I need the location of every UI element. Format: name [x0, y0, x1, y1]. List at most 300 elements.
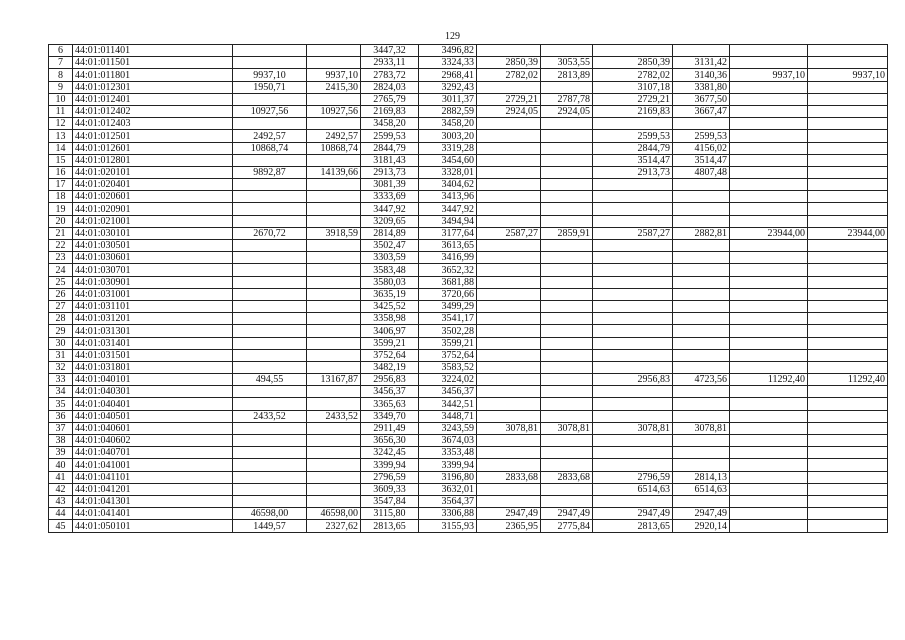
col-5-cell: 3399,94 — [361, 459, 419, 471]
col-4-cell — [307, 118, 361, 130]
col-9-cell: 2729,21 — [593, 93, 673, 105]
col-9-cell — [593, 240, 673, 252]
cadastral-code-cell: 44:01:030901 — [73, 276, 233, 288]
col-9-cell — [593, 398, 673, 410]
col-3-cell: 2492,57 — [233, 130, 307, 142]
table-row — [49, 203, 888, 215]
row-number-cell: 15 — [49, 154, 73, 166]
cadastral-code-cell: 44:01:041101 — [73, 471, 233, 483]
table-row — [49, 483, 888, 495]
cadastral-code-cell: 44:01:020401 — [73, 179, 233, 191]
col-4-cell — [307, 179, 361, 191]
col-8-cell — [541, 483, 593, 495]
col-5-cell: 3447,92 — [361, 203, 419, 215]
col-4-cell: 2327,62 — [307, 520, 361, 532]
col-12-cell: 9937,10 — [808, 69, 888, 81]
row-number-cell: 16 — [49, 166, 73, 178]
row-number-cell: 29 — [49, 325, 73, 337]
table-row — [49, 459, 888, 471]
col-12-cell — [808, 154, 888, 166]
cadastral-code-cell: 44:01:040601 — [73, 422, 233, 434]
col-10-cell — [673, 179, 730, 191]
col-4-cell: 10927,56 — [307, 105, 361, 117]
col-11-cell — [730, 105, 808, 117]
col-3-cell — [233, 240, 307, 252]
col-9-cell: 2913,73 — [593, 166, 673, 178]
col-3-cell — [233, 435, 307, 447]
col-6-cell: 3328,01 — [419, 166, 477, 178]
cadastral-code-cell: 44:01:031801 — [73, 361, 233, 373]
col-10-cell — [673, 386, 730, 398]
col-12-cell — [808, 435, 888, 447]
col-12-cell — [808, 118, 888, 130]
col-11-cell — [730, 191, 808, 203]
cadastral-code-cell: 44:01:011801 — [73, 69, 233, 81]
col-9-cell: 2796,59 — [593, 471, 673, 483]
col-6-cell: 3324,33 — [419, 57, 477, 69]
col-12-cell — [808, 215, 888, 227]
row-number-cell: 7 — [49, 57, 73, 69]
table-row — [49, 45, 888, 57]
col-3-cell — [233, 179, 307, 191]
col-12-cell — [808, 142, 888, 154]
row-number-cell: 26 — [49, 288, 73, 300]
col-6-cell: 3752,64 — [419, 349, 477, 361]
col-11-cell: 9937,10 — [730, 69, 808, 81]
col-7-cell — [477, 118, 541, 130]
col-9-cell — [593, 203, 673, 215]
col-10-cell: 4807,48 — [673, 166, 730, 178]
col-6-cell: 3681,88 — [419, 276, 477, 288]
col-9-cell: 2956,83 — [593, 374, 673, 386]
col-7-cell — [477, 410, 541, 422]
table-row — [49, 57, 888, 69]
col-5-cell: 2814,89 — [361, 227, 419, 239]
col-8-cell — [541, 118, 593, 130]
row-number-cell: 17 — [49, 179, 73, 191]
col-7-cell — [477, 483, 541, 495]
cadastral-code-cell: 44:01:030101 — [73, 227, 233, 239]
cadastral-code-cell: 44:01:040701 — [73, 447, 233, 459]
table-row — [49, 422, 888, 434]
col-10-cell — [673, 313, 730, 325]
cadastral-code-cell: 44:01:041301 — [73, 495, 233, 507]
cadastral-code-cell: 44:01:012402 — [73, 105, 233, 117]
col-7-cell — [477, 252, 541, 264]
cadastral-code-cell: 44:01:041201 — [73, 483, 233, 495]
table-row — [49, 313, 888, 325]
col-11-cell — [730, 57, 808, 69]
col-6-cell: 3447,92 — [419, 203, 477, 215]
col-4-cell — [307, 57, 361, 69]
col-10-cell: 3078,81 — [673, 422, 730, 434]
col-10-cell: 3381,80 — [673, 81, 730, 93]
col-8-cell — [541, 361, 593, 373]
col-12-cell — [808, 81, 888, 93]
col-8-cell — [541, 252, 593, 264]
col-9-cell — [593, 337, 673, 349]
col-4-cell — [307, 215, 361, 227]
col-6-cell: 3599,21 — [419, 337, 477, 349]
row-number-cell: 12 — [49, 118, 73, 130]
col-4-cell — [307, 203, 361, 215]
col-7-cell: 2924,05 — [477, 105, 541, 117]
col-7-cell: 2587,27 — [477, 227, 541, 239]
table-row — [49, 508, 888, 520]
col-7-cell — [477, 81, 541, 93]
col-11-cell — [730, 349, 808, 361]
col-7-cell: 2833,68 — [477, 471, 541, 483]
col-5-cell: 2796,59 — [361, 471, 419, 483]
col-6-cell: 3243,59 — [419, 422, 477, 434]
col-3-cell — [233, 361, 307, 373]
col-10-cell: 3140,36 — [673, 69, 730, 81]
cadastral-code-cell: 44:01:011401 — [73, 45, 233, 57]
col-9-cell — [593, 325, 673, 337]
col-6-cell: 3583,52 — [419, 361, 477, 373]
col-4-cell — [307, 300, 361, 312]
cadastral-code-cell: 44:01:020101 — [73, 166, 233, 178]
col-3-cell — [233, 398, 307, 410]
table-row — [49, 252, 888, 264]
col-9-cell — [593, 386, 673, 398]
col-4-cell: 2492,57 — [307, 130, 361, 142]
col-4-cell — [307, 325, 361, 337]
col-6-cell: 3306,88 — [419, 508, 477, 520]
col-12-cell — [808, 264, 888, 276]
col-11-cell: 23944,00 — [730, 227, 808, 239]
col-12-cell — [808, 337, 888, 349]
col-8-cell: 2787,78 — [541, 93, 593, 105]
col-9-cell: 2599,53 — [593, 130, 673, 142]
col-10-cell: 2814,13 — [673, 471, 730, 483]
col-7-cell: 2850,39 — [477, 57, 541, 69]
col-10-cell — [673, 459, 730, 471]
col-11-cell — [730, 325, 808, 337]
col-8-cell — [541, 215, 593, 227]
col-5-cell: 2911,49 — [361, 422, 419, 434]
row-number-cell: 25 — [49, 276, 73, 288]
col-3-cell: 494,55 — [233, 374, 307, 386]
row-number-cell: 20 — [49, 215, 73, 227]
table-row — [49, 191, 888, 203]
col-3-cell — [233, 386, 307, 398]
col-11-cell — [730, 81, 808, 93]
col-12-cell — [808, 191, 888, 203]
col-8-cell — [541, 264, 593, 276]
col-5-cell: 3502,47 — [361, 240, 419, 252]
col-8-cell — [541, 276, 593, 288]
col-5-cell: 2783,72 — [361, 69, 419, 81]
col-5-cell: 3242,45 — [361, 447, 419, 459]
col-3-cell: 1449,57 — [233, 520, 307, 532]
table-row — [49, 276, 888, 288]
col-8-cell — [541, 142, 593, 154]
col-6-cell: 2882,59 — [419, 105, 477, 117]
col-4-cell — [307, 459, 361, 471]
col-5-cell: 2933,11 — [361, 57, 419, 69]
row-number-cell: 34 — [49, 386, 73, 398]
col-5-cell: 3447,32 — [361, 45, 419, 57]
col-12-cell — [808, 240, 888, 252]
col-11-cell — [730, 447, 808, 459]
cadastral-code-cell: 44:01:041001 — [73, 459, 233, 471]
cadastral-code-cell: 44:01:040401 — [73, 398, 233, 410]
col-8-cell — [541, 130, 593, 142]
col-8-cell: 3078,81 — [541, 422, 593, 434]
table-row — [49, 69, 888, 81]
col-4-cell — [307, 495, 361, 507]
col-7-cell — [477, 240, 541, 252]
col-11-cell — [730, 154, 808, 166]
col-7-cell — [477, 447, 541, 459]
col-9-cell — [593, 264, 673, 276]
col-7-cell — [477, 166, 541, 178]
row-number-cell: 8 — [49, 69, 73, 81]
col-9-cell: 2782,02 — [593, 69, 673, 81]
col-3-cell — [233, 118, 307, 130]
col-4-cell — [307, 191, 361, 203]
row-number-cell: 44 — [49, 508, 73, 520]
col-5-cell: 3406,97 — [361, 325, 419, 337]
col-9-cell: 3514,47 — [593, 154, 673, 166]
col-4-cell: 10868,74 — [307, 142, 361, 154]
col-11-cell — [730, 435, 808, 447]
col-6-cell: 3496,82 — [419, 45, 477, 57]
col-8-cell — [541, 313, 593, 325]
col-4-cell — [307, 288, 361, 300]
col-9-cell: 2587,27 — [593, 227, 673, 239]
table-row — [49, 215, 888, 227]
col-11-cell — [730, 264, 808, 276]
col-6-cell: 3613,65 — [419, 240, 477, 252]
row-number-cell: 9 — [49, 81, 73, 93]
col-12-cell — [808, 166, 888, 178]
col-8-cell — [541, 166, 593, 178]
col-11-cell — [730, 166, 808, 178]
col-8-cell: 2833,68 — [541, 471, 593, 483]
col-9-cell — [593, 349, 673, 361]
col-4-cell: 2433,52 — [307, 410, 361, 422]
col-12-cell — [808, 325, 888, 337]
col-12-cell — [808, 349, 888, 361]
col-4-cell — [307, 252, 361, 264]
cadastral-code-cell: 44:01:030501 — [73, 240, 233, 252]
col-11-cell — [730, 459, 808, 471]
col-11-cell — [730, 179, 808, 191]
col-12-cell — [808, 93, 888, 105]
col-11-cell — [730, 337, 808, 349]
table-row — [49, 154, 888, 166]
col-3-cell — [233, 471, 307, 483]
col-4-cell — [307, 435, 361, 447]
col-7-cell — [477, 264, 541, 276]
col-6-cell: 3720,66 — [419, 288, 477, 300]
col-6-cell: 3353,48 — [419, 447, 477, 459]
table-row — [49, 227, 888, 239]
col-6-cell: 3674,03 — [419, 435, 477, 447]
table-row — [49, 93, 888, 105]
cadastral-code-cell: 44:01:012801 — [73, 154, 233, 166]
col-8-cell — [541, 191, 593, 203]
cadastral-code-cell: 44:01:012403 — [73, 118, 233, 130]
col-3-cell — [233, 57, 307, 69]
col-5-cell: 3115,80 — [361, 508, 419, 520]
col-10-cell — [673, 325, 730, 337]
table-row — [49, 386, 888, 398]
col-6-cell: 3454,60 — [419, 154, 477, 166]
col-6-cell: 3413,96 — [419, 191, 477, 203]
col-6-cell: 3442,51 — [419, 398, 477, 410]
col-5-cell: 3482,19 — [361, 361, 419, 373]
col-5-cell: 3580,03 — [361, 276, 419, 288]
col-7-cell — [477, 45, 541, 57]
col-7-cell: 2947,49 — [477, 508, 541, 520]
col-12-cell: 11292,40 — [808, 374, 888, 386]
col-8-cell — [541, 459, 593, 471]
col-5-cell: 3303,59 — [361, 252, 419, 264]
col-3-cell — [233, 93, 307, 105]
col-9-cell — [593, 118, 673, 130]
col-7-cell: 3078,81 — [477, 422, 541, 434]
col-8-cell — [541, 179, 593, 191]
col-12-cell — [808, 276, 888, 288]
col-11-cell — [730, 45, 808, 57]
col-5-cell: 3209,65 — [361, 215, 419, 227]
col-9-cell — [593, 435, 673, 447]
table-row — [49, 240, 888, 252]
cadastral-code-cell: 44:01:020901 — [73, 203, 233, 215]
row-number-cell: 42 — [49, 483, 73, 495]
col-11-cell — [730, 495, 808, 507]
col-3-cell — [233, 325, 307, 337]
cadastral-code-cell: 44:01:031101 — [73, 300, 233, 312]
table-row — [49, 471, 888, 483]
row-number-cell: 37 — [49, 422, 73, 434]
col-9-cell — [593, 191, 673, 203]
col-12-cell — [808, 410, 888, 422]
col-4-cell — [307, 240, 361, 252]
col-11-cell — [730, 215, 808, 227]
col-5-cell: 2765,79 — [361, 93, 419, 105]
col-5-cell: 3425,52 — [361, 300, 419, 312]
col-12-cell — [808, 45, 888, 57]
col-10-cell — [673, 288, 730, 300]
row-number-cell: 11 — [49, 105, 73, 117]
col-10-cell: 3677,50 — [673, 93, 730, 105]
col-5-cell: 3365,63 — [361, 398, 419, 410]
col-3-cell — [233, 483, 307, 495]
col-3-cell — [233, 191, 307, 203]
col-3-cell — [233, 422, 307, 434]
col-8-cell: 2924,05 — [541, 105, 593, 117]
col-5-cell: 3583,48 — [361, 264, 419, 276]
cadastral-code-cell: 44:01:012401 — [73, 93, 233, 105]
col-7-cell — [477, 203, 541, 215]
col-9-cell: 2813,65 — [593, 520, 673, 532]
row-number-cell: 6 — [49, 45, 73, 57]
col-5-cell: 2813,65 — [361, 520, 419, 532]
col-9-cell — [593, 313, 673, 325]
col-9-cell: 3107,18 — [593, 81, 673, 93]
col-10-cell: 2920,14 — [673, 520, 730, 532]
col-7-cell: 2365,95 — [477, 520, 541, 532]
table-row — [49, 288, 888, 300]
col-10-cell: 2882,81 — [673, 227, 730, 239]
col-6-cell: 3177,64 — [419, 227, 477, 239]
row-number-cell: 36 — [49, 410, 73, 422]
col-10-cell — [673, 361, 730, 373]
col-8-cell — [541, 325, 593, 337]
col-3-cell — [233, 203, 307, 215]
col-6-cell: 3003,20 — [419, 130, 477, 142]
col-10-cell — [673, 191, 730, 203]
col-5-cell: 2599,53 — [361, 130, 419, 142]
col-8-cell — [541, 447, 593, 459]
col-9-cell: 6514,63 — [593, 483, 673, 495]
col-7-cell — [477, 142, 541, 154]
col-3-cell — [233, 300, 307, 312]
col-8-cell: 2775,84 — [541, 520, 593, 532]
col-11-cell — [730, 361, 808, 373]
col-4-cell — [307, 471, 361, 483]
col-5-cell: 3458,20 — [361, 118, 419, 130]
col-11-cell — [730, 240, 808, 252]
col-10-cell: 3131,42 — [673, 57, 730, 69]
cadastral-code-cell: 44:01:012601 — [73, 142, 233, 154]
table-row — [49, 300, 888, 312]
col-7-cell — [477, 215, 541, 227]
col-5-cell: 3635,19 — [361, 288, 419, 300]
row-number-cell: 32 — [49, 361, 73, 373]
col-5-cell: 3599,21 — [361, 337, 419, 349]
row-number-cell: 19 — [49, 203, 73, 215]
cadastral-code-cell: 44:01:031501 — [73, 349, 233, 361]
col-8-cell — [541, 374, 593, 386]
row-number-cell: 21 — [49, 227, 73, 239]
col-7-cell — [477, 313, 541, 325]
col-4-cell — [307, 45, 361, 57]
col-8-cell: 2947,49 — [541, 508, 593, 520]
col-10-cell: 4723,56 — [673, 374, 730, 386]
col-7-cell — [477, 130, 541, 142]
cadastral-code-cell: 44:01:012501 — [73, 130, 233, 142]
col-8-cell — [541, 398, 593, 410]
col-7-cell: 2729,21 — [477, 93, 541, 105]
col-10-cell: 3514,47 — [673, 154, 730, 166]
col-10-cell: 4156,02 — [673, 142, 730, 154]
col-6-cell: 3196,80 — [419, 471, 477, 483]
col-9-cell: 3078,81 — [593, 422, 673, 434]
col-5-cell: 3181,43 — [361, 154, 419, 166]
col-11-cell — [730, 276, 808, 288]
col-8-cell — [541, 337, 593, 349]
table-row — [49, 361, 888, 373]
table-row — [49, 349, 888, 361]
table-row — [49, 495, 888, 507]
col-3-cell: 1950,71 — [233, 81, 307, 93]
col-3-cell — [233, 252, 307, 264]
col-9-cell — [593, 410, 673, 422]
col-5-cell: 3656,30 — [361, 435, 419, 447]
cadastral-code-cell: 44:01:030601 — [73, 252, 233, 264]
table-row — [49, 166, 888, 178]
col-4-cell — [307, 422, 361, 434]
col-12-cell — [808, 252, 888, 264]
col-10-cell — [673, 398, 730, 410]
col-6-cell: 3319,28 — [419, 142, 477, 154]
cadastral-code-cell: 44:01:040301 — [73, 386, 233, 398]
